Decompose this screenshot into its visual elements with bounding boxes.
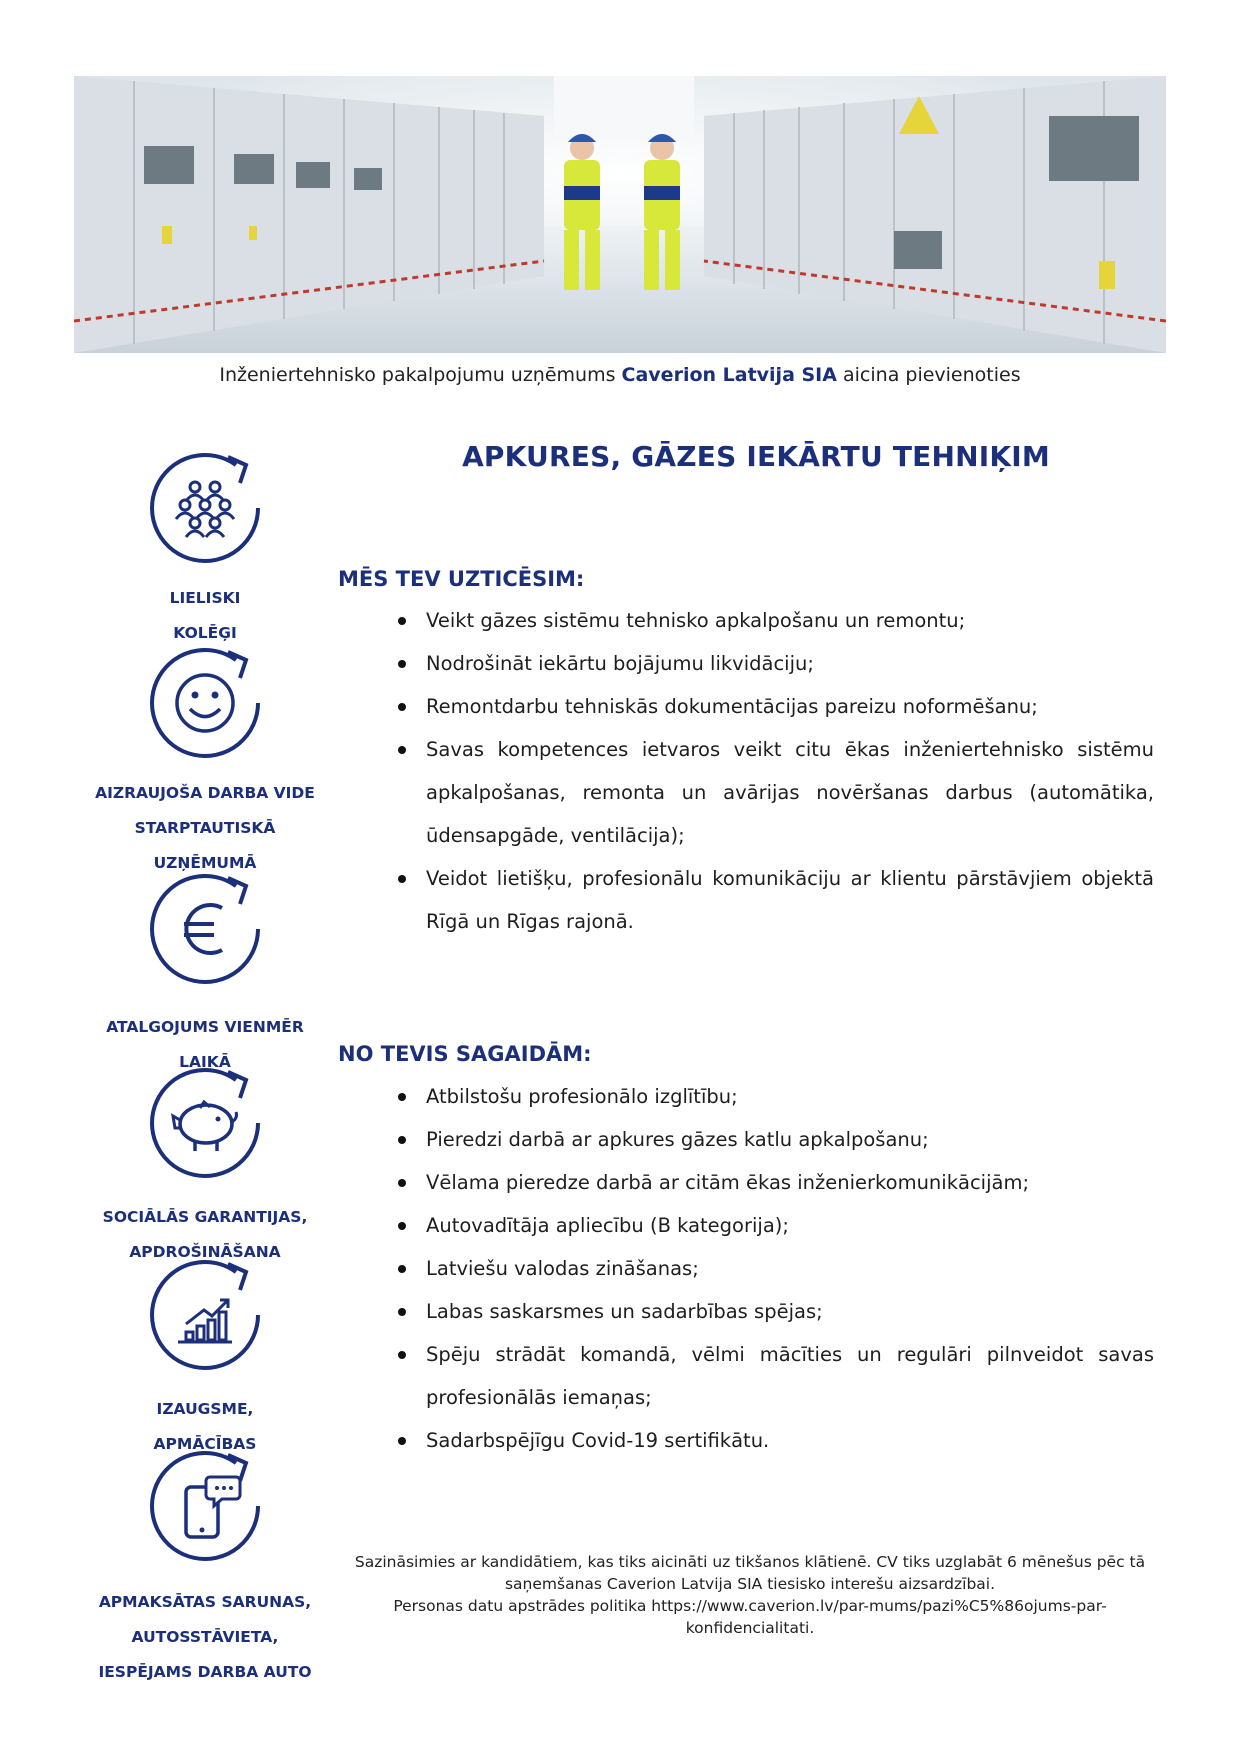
list-item: Pieredzi darbā ar apkures gāzes katlu apkalpošanu; — [398, 1118, 1154, 1161]
benefit-label: SOCIĀLĀS GARANTIJAS, APDROŠINĀŠANA — [102, 1208, 308, 1261]
benefit-label: IZAUGSME, APMĀCĪBAS — [153, 1400, 257, 1453]
list-item: Spēju strādāt komandā, vēlmi mācīties un regulāri pilnveidot savas profesionālās iemaņas; — [398, 1333, 1154, 1419]
list-item: Labas saskarsmes un sadarbības spējas; — [398, 1290, 1154, 1333]
euro-icon — [140, 864, 270, 994]
requirements-heading: NO TEVIS SAGAIDĀM: — [338, 1042, 592, 1066]
benefit-growth — [90, 1250, 320, 1462]
benefit-social-guarantees — [90, 1058, 320, 1270]
job-title: APKURES, GĀZES IEKĀRTU TEHNIĶIM — [462, 440, 1050, 473]
switchgear-corridor-illustration — [74, 76, 1166, 353]
footer-line: saņemšanas Caverion Latvija SIA tiesisko interešu aizsardzībai. — [504, 1575, 996, 1593]
footer-line: Personas datu apstrādes politika https://www.caverion.lv/par-mums/pazi%C5%86ojums-par- — [393, 1597, 1107, 1615]
intro-text-after: aicina pievienoties — [836, 364, 1021, 386]
smiley-face-icon — [140, 638, 270, 768]
footer-line: konfidencialitati. — [685, 1619, 815, 1637]
responsibilities-list — [398, 599, 1154, 943]
benefit-label: APMAKSĀTAS SARUNAS, AUTOSSTĀVIETA, IESPĒJAMS DARBA AUTO — [98, 1593, 312, 1681]
piggy-bank-icon — [140, 1058, 270, 1188]
benefit-label: LIELISKI KOLĒĢI — [169, 589, 241, 642]
list-item: Nodrošināt iekārtu bojājumu likvidāciju; — [398, 642, 1154, 685]
list-item: Atbilstošu profesionālo izglītību; — [398, 1075, 1154, 1118]
benefit-label: ATALGOJUMS VIENMĒR LAIKĀ — [106, 1018, 304, 1071]
intro-line — [0, 364, 1240, 386]
hero-photo — [74, 76, 1166, 353]
responsibilities-heading: MĒS TEV UZTICĒSIM: — [338, 567, 585, 591]
list-item: Veidot lietišķu, profesionālu komunikāciju ar klientu pārstāvjiem objektā Rīgā un Rīgas rajonā. — [398, 857, 1154, 943]
list-item: Veikt gāzes sistēmu tehnisko apkalpošanu un remontu; — [398, 599, 1154, 642]
requirements-list — [398, 1075, 1154, 1462]
people-group-icon — [140, 443, 270, 573]
footer-line: Sazināsimies ar kandidātiem, kas tiks aicināti uz tikšanos klātienē. CV tiks uzglabāt 6 mēnešus pēc tā — [354, 1553, 1146, 1571]
benefit-extras — [90, 1441, 320, 1690]
phone-chat-icon — [140, 1441, 270, 1571]
benefit-salary — [90, 864, 320, 1080]
list-item: Autovadītāja apliecību (B kategorija); — [398, 1204, 1154, 1247]
company-name: Caverion Latvija SIA — [621, 364, 837, 386]
privacy-footer — [340, 1551, 1160, 1639]
list-item: Vēlama pieredze darbā ar citām ēkas inženierkomunikācijām; — [398, 1161, 1154, 1204]
intro-text-before: Inženiertehnisko pakalpojumu uzņēmums — [219, 364, 622, 386]
benefit-label: AIZRAUJOŠA DARBA VIDE STARPTAUTISKĀ UZŅĒMUMĀ — [95, 784, 315, 872]
benefit-colleagues — [90, 443, 320, 651]
list-item: Remontdarbu tehniskās dokumentācijas pareizu noformēšanu; — [398, 685, 1154, 728]
list-item: Latviešu valodas zināšanas; — [398, 1247, 1154, 1290]
benefit-work-environment — [90, 638, 320, 881]
list-item: Savas kompetences ietvaros veikt citu ēkas inženiertehnisko sistēmu apkalpošanas, remonta un avārijas novēršanas darbus (automātika, ūdensapgāde, ventilācija); — [398, 728, 1154, 857]
growth-chart-icon — [140, 1250, 270, 1380]
list-item: Sadarbspējīgu Covid-19 sertifikātu. — [398, 1419, 1154, 1462]
